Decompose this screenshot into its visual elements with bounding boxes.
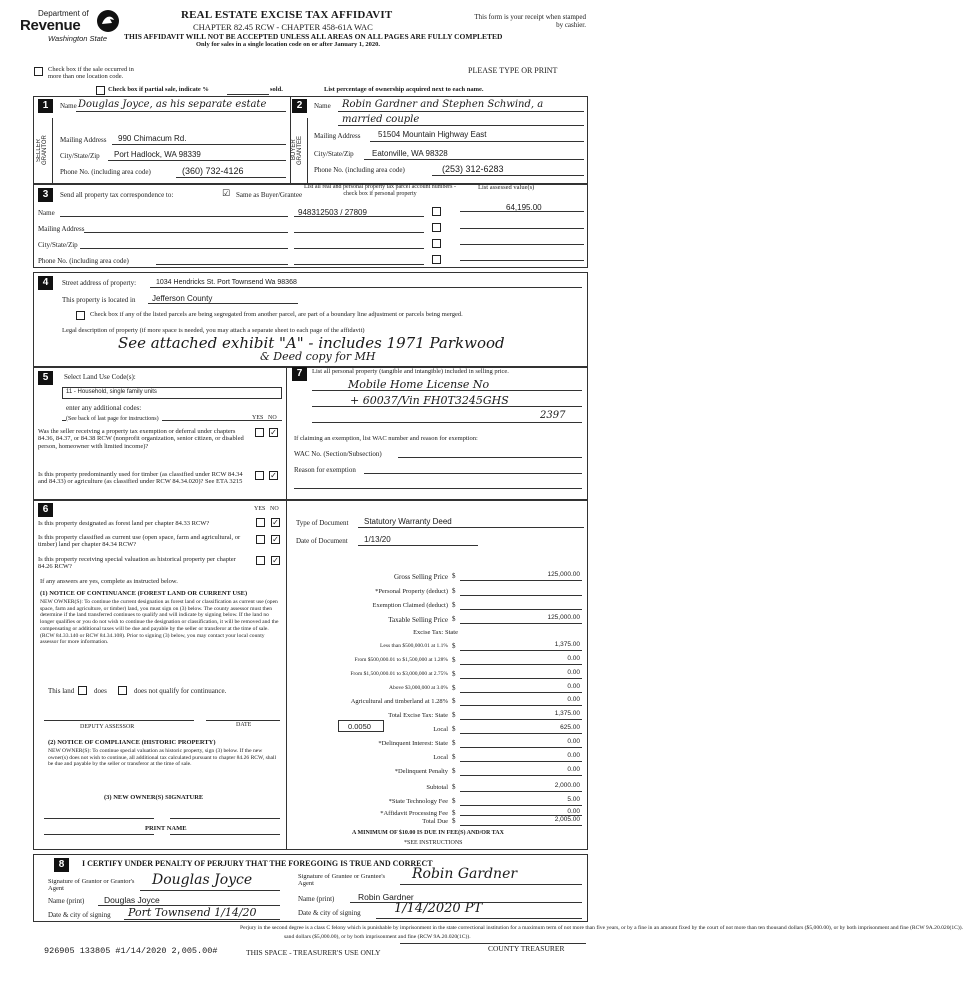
section-1-number: 1	[38, 99, 53, 113]
document-date-label: Date of Document	[296, 537, 348, 545]
notice-continuance-body: NEW OWNER(S): To continue the current designation as forest land or classification as current use (open space, farm and agriculture, or timber) land, you must sign on (3) below. The county assessor must then determine if the land transferred continues to qualify and will indicate by signing below. If the land no longer qualifies or you do not wish to continue the designation or classification, it will be removed and the compensating or additional taxes will be due and payable by the seller or transferor at the time of sale. (RCW 84.33.140 or RCW 84.34.108). Prior to signing (3) below, you may contact your local county assessor for more information.	[40, 599, 279, 646]
parcel-header: List all real and personal property tax parcel account numbers - check box if personal property	[304, 184, 456, 197]
grantor-print-name[interactable]: Douglas Joyce	[104, 895, 160, 905]
notice-compliance-title: (2) NOTICE OF COMPLIANCE (HISTORIC PROPERTY)	[48, 739, 216, 746]
type-print-note: PLEASE TYPE OR PRINT	[468, 66, 558, 75]
section-6-number: 6	[38, 503, 53, 517]
s6-question-3: Is this property receiving special valuation as historical property per chapter 84.26 RCW?	[38, 556, 236, 571]
tax-row-label: Exemption Claimed (deduct)	[372, 602, 448, 609]
tax-row-value[interactable]: 0.00	[567, 683, 580, 690]
exemption-label: If claiming an exemption, list WAC number and reason for exemption:	[294, 435, 478, 442]
grantor-print-label: Name (print)	[48, 897, 85, 905]
s6-question-1: Is this property designated as forest land per chapter 84.33 RCW?	[38, 520, 210, 527]
tax-row-label: Local	[433, 726, 448, 733]
wac-label: WAC No. (Section/Subsection)	[294, 450, 382, 458]
dollar-sign: $	[452, 670, 456, 678]
tax-row-value[interactable]: 0.00	[567, 752, 580, 759]
receipt-note: This form is your receipt when stamped by cashier.	[474, 13, 586, 30]
parcel-4-personal-checkbox[interactable]	[432, 255, 441, 264]
dollar-sign: $	[452, 797, 456, 805]
dept-label: Department of	[38, 9, 89, 18]
tax-row-value[interactable]: 0.00	[567, 738, 580, 745]
grantor-date-label: Date & city of signing	[48, 911, 111, 919]
buyer-phone[interactable]: (253) 312-6283	[442, 164, 504, 174]
located-label: This property is located in	[62, 296, 136, 304]
state-label: Washington State	[48, 34, 108, 43]
tax-row-label: From $500,000.01 to $1,500,000 at 1.28%	[354, 657, 448, 663]
buyer-name-line2[interactable]: married couple	[342, 114, 420, 125]
tax-row-value[interactable]: 5.00	[567, 796, 580, 803]
seller-city-label: City/State/Zip	[60, 152, 100, 160]
revenue-logo-icon	[96, 9, 120, 33]
section-4-number: 4	[38, 276, 53, 290]
seller-name[interactable]: Douglas Joyce, as his separate estate	[78, 99, 267, 110]
dollar-sign: $	[452, 767, 456, 775]
seller-mailing-label: Mailing Address	[60, 136, 107, 144]
personal-property-label: List all personal property (tangible and intangible) included in selling price.	[312, 368, 509, 375]
s6-q3-yes-checkbox[interactable]	[256, 556, 265, 565]
dollar-sign: $	[452, 809, 456, 817]
s6-q1-no-checkbox[interactable]: ✓	[272, 518, 279, 527]
notice-compliance-body: NEW OWNER(S): To continue special valuation as historic property, sign (3) below. If the new owner(s) does not wish to continue, all additional tax calculated pursuant to chapter 84.26 RCW, shall be due and payable by the seller or transferor at the time of sale.	[48, 748, 277, 768]
s5-question-2: Is this property predominantly used for timber (as classified under RCW 84.34 and 84.33) or agriculture (as classified under RCW 84.34.020)? See ETA 3215	[38, 471, 243, 486]
tax-row-label: Total Excise Tax: State	[388, 712, 448, 719]
dollar-sign: $	[452, 739, 456, 747]
tax-row-value[interactable]: 125,000.00	[547, 614, 580, 621]
s6-question-2: Is this property classified as current use (open space, farm and agricultural, or timber) land per chapter 84.34 RCW?	[38, 534, 241, 549]
s6-no-label: NO	[270, 506, 279, 512]
same-as-buyer-checkbox[interactable]: ☑	[222, 189, 231, 199]
buyer-name-label: Name	[314, 102, 331, 110]
tax-row-value[interactable]: 0.00	[567, 696, 580, 703]
exemption-reason-label: Reason for exemption	[294, 466, 356, 474]
notice-continuance-title: (1) NOTICE OF CONTINUANCE (FOREST LAND OR CURRENT USE)	[40, 590, 248, 597]
tax-row-value[interactable]: 1,375.00	[554, 710, 580, 717]
s6-q1-yes-checkbox[interactable]	[256, 518, 265, 527]
dollar-sign: $	[452, 783, 456, 791]
s5-yes-label: YES	[252, 415, 264, 421]
grantor-date-city[interactable]: Port Townsend 1/14/20	[128, 906, 257, 919]
s3-city-label: City/State/Zip	[38, 241, 78, 249]
street-address[interactable]: 1034 Hendricks St. Port Townsend Wa 98368	[156, 279, 297, 286]
personal-property-line1[interactable]: Mobile Home License No	[348, 378, 490, 391]
form-title: REAL ESTATE EXCISE TAX AFFIDAVIT	[181, 9, 393, 21]
dollar-sign: $	[452, 753, 456, 761]
dollar-sign: $	[452, 656, 456, 664]
dollar-sign: $	[452, 725, 456, 733]
s5-q1-no-checkbox[interactable]: ✓	[270, 428, 277, 437]
does-not-label: does not qualify for continuance.	[134, 687, 227, 695]
same-as-buyer-label: Same as Buyer/Grantee	[236, 191, 303, 199]
sold-label: sold.	[270, 86, 283, 93]
section-2-number: 2	[292, 99, 307, 113]
tax-row-label: Less than $500,000.01 at 1.1%	[380, 643, 448, 649]
seller-name-label: Name	[60, 102, 77, 110]
assessed-header: List assessed value(s)	[478, 184, 535, 191]
new-owner-signature-label: (3) NEW OWNER(S) SIGNATURE	[104, 794, 204, 801]
tax-row-label: Above $3,000,000 at 3.0%	[389, 685, 448, 691]
tax-row-value[interactable]: 0.00	[567, 655, 580, 662]
s5-q1-yes-checkbox[interactable]	[255, 428, 264, 437]
legal-description-label: Legal description of property (if more space is needed, you may attach a separate sheet to each page of the affidavit)	[62, 327, 365, 334]
dollar-sign: $	[452, 684, 456, 692]
dollar-sign: $	[452, 587, 456, 595]
dollar-sign: $	[452, 615, 456, 623]
tax-row-value[interactable]: 2,005.00	[554, 816, 580, 823]
personal-property-line2[interactable]: + 60037/Vin FH0T3245GHS	[350, 394, 509, 407]
grantee-print-label: Name (print)	[298, 895, 335, 903]
form-warning: THIS AFFIDAVIT WILL NOT BE ACCEPTED UNLESS ALL AREAS ON ALL PAGES ARE FULLY COMPLETED	[124, 32, 503, 41]
tax-row-label: *Personal Property (deduct)	[375, 588, 448, 595]
s5-no-label: NO	[268, 415, 277, 421]
grantee-signature-label: Signature of Grantee or Grantee's Agent	[298, 873, 386, 888]
grantee-print-name[interactable]: Robin Gardner	[358, 892, 414, 902]
parcel-number[interactable]: 948312503 / 27809	[298, 208, 367, 217]
tax-row-value[interactable]: 0.00	[567, 808, 580, 815]
dollar-sign: $	[452, 817, 456, 825]
seller-side-label: SELLER GRANTOR	[36, 135, 48, 165]
s6-yes-label: YES	[254, 506, 266, 512]
section-3-number: 3	[38, 188, 53, 202]
revenue-label: Revenue	[20, 17, 81, 34]
parcel-1-personal-checkbox[interactable]	[432, 207, 441, 216]
parcel-3-personal-checkbox[interactable]	[432, 239, 441, 248]
multi-location-checkbox[interactable]	[34, 67, 43, 76]
seller-phone-label: Phone No. (including area code)	[60, 168, 151, 176]
street-label: Street address of property:	[62, 279, 137, 287]
send-correspondence-label: Send all property tax correspondence to:	[60, 191, 174, 199]
tax-row-value[interactable]: 1,375.00	[554, 641, 580, 648]
buyer-name-line1[interactable]: Robin Gardner and Stephen Schwind, a	[342, 99, 544, 110]
dollar-sign: $	[452, 711, 456, 719]
tax-row-label: *Affidavit Processing Fee	[380, 810, 448, 817]
dollar-sign: $	[452, 697, 456, 705]
document-type-label: Type of Document	[296, 519, 349, 527]
single-location-note: Only for sales in a single location code on or after January 1, 2020.	[196, 41, 380, 48]
document-date[interactable]: 1/13/20	[364, 535, 391, 544]
legal-description-line2[interactable]: & Deed copy for MH	[260, 350, 376, 363]
seller-phone[interactable]: (360) 732-4126	[182, 166, 244, 176]
grantee-date-city[interactable]: 1/14/2020 PT	[394, 901, 483, 916]
buyer-city-label: City/State/Zip	[314, 150, 354, 158]
s6-q2-yes-checkbox[interactable]	[256, 535, 265, 544]
treasurer-use-label: THIS SPACE - TREASURER'S USE ONLY	[246, 948, 381, 957]
perjury-notice-line2: sand dollars ($5,000.00), or by both imprisonment and fine (RCW 9A.20.020(1C)).	[284, 934, 471, 940]
assessed-value[interactable]: 64,195.00	[506, 203, 542, 212]
segregated-checkbox[interactable]	[76, 311, 85, 320]
land-use-label: Select Land Use Code(s):	[64, 373, 136, 381]
s5-q2-yes-checkbox[interactable]	[255, 471, 264, 480]
dollar-sign: $	[452, 601, 456, 609]
see-back-note: (See back of last page for instructions)	[66, 416, 162, 422]
tax-row-value[interactable]: 125,000.00	[547, 571, 580, 578]
tax-row-label: *State Technology Fee	[388, 798, 448, 805]
this-land-label: This land	[48, 687, 75, 695]
segregated-label: Check box if any of the listed parcels are being segregated from another parcel, are part of a boundary line adjustment or parcels being merged.	[90, 311, 463, 318]
grantor-signature-label: Signature of Grantor or Grantor's Agent	[48, 878, 135, 893]
buyer-mailing-label: Mailing Address	[314, 132, 361, 140]
buyer-city[interactable]: Eatonville, WA 98328	[372, 149, 448, 158]
tax-row-label: Excise Tax: State	[413, 629, 458, 636]
seller-mailing[interactable]: 990 Chimacum Rd.	[118, 134, 187, 143]
receipt-stamp: 926905 133805 #1/14/2020 2,005.00#	[44, 946, 218, 956]
section-7-number: 7	[292, 367, 307, 381]
grantee-signature[interactable]: Robin Gardner	[412, 866, 518, 882]
multi-location-label: Check box if the sale occurred in more than one location code.	[48, 66, 134, 81]
grantee-date-label: Date & city of signing	[298, 909, 361, 917]
tax-row-label: Agricultural and timberland at 1.28%	[350, 698, 448, 705]
dollar-sign: $	[452, 572, 456, 580]
tax-row-label: Subtotal	[426, 784, 448, 791]
perjury-notice-line1: Perjury in the second degree is a class C felony which is punishable by imprisonment in the state correctional institution for a maximum term of not more than five years, or by a fine in an amount fixed by the court of not more than ten thousand dollars ($5,000.00), or by both imprisonment and fine (RCW 9A.20.020(1C)).	[240, 925, 963, 931]
s5-q2-no-checkbox[interactable]: ✓	[270, 471, 277, 480]
parcel-2-personal-checkbox[interactable]	[432, 223, 441, 232]
grantor-signature[interactable]: Douglas Joyce	[152, 872, 253, 888]
certify-statement: I CERTIFY UNDER PENALTY OF PERJURY THAT THE FOREGOING IS TRUE AND CORRECT	[82, 859, 433, 868]
s6-q2-no-checkbox[interactable]: ✓	[272, 535, 279, 544]
local-rate: 0.0050	[348, 722, 371, 731]
personal-property-line3[interactable]: 2397	[540, 410, 566, 421]
minimum-fee-note: A MINIMUM OF $10.00 IS DUE IN FEE(S) AND/OR TAX	[352, 830, 504, 836]
deputy-date-label: DATE	[236, 722, 252, 728]
s3-phone-label: Phone No. (including area code)	[38, 257, 129, 265]
tax-row-label: Total Due	[422, 818, 448, 825]
tax-row-label: From $1,500,000.01 to $3,000,000 at 2.75%	[350, 671, 448, 677]
document-type[interactable]: Statutory Warranty Deed	[364, 517, 452, 526]
tax-row-value[interactable]: 0.00	[567, 766, 580, 773]
section-8-number: 8	[54, 858, 69, 872]
buyer-phone-label: Phone No. (including area code)	[314, 166, 405, 174]
tax-row-label: Gross Selling Price	[393, 573, 448, 581]
print-name-label: PRINT NAME	[142, 825, 190, 832]
dollar-sign: $	[452, 642, 456, 650]
buyer-side-label: BUYER GRANTEE	[291, 135, 303, 165]
land-does-checkbox[interactable]	[78, 686, 87, 695]
tax-row-label: Local	[433, 754, 448, 761]
seller-city[interactable]: Port Hadlock, WA 98339	[114, 150, 201, 159]
section-5-number: 5	[38, 371, 53, 385]
s6-q3-no-checkbox[interactable]: ✓	[272, 556, 279, 565]
legal-description-line1[interactable]: See attached exhibit "A" - includes 1971 Parkwood	[118, 334, 505, 352]
tax-row-value[interactable]: 0.00	[567, 669, 580, 676]
does-label: does	[94, 687, 107, 695]
additional-codes-label: enter any additional codes:	[66, 404, 142, 412]
county-name[interactable]: Jefferson County	[152, 294, 213, 303]
tax-row-label: *Delinquent Interest: State	[378, 740, 448, 747]
form-chapter: CHAPTER 82.45 RCW - CHAPTER 458-61A WAC	[193, 22, 373, 32]
any-yes-note: If any answers are yes, complete as instructed below.	[40, 578, 178, 585]
land-use-value: 11 - Household, single family units	[66, 389, 157, 395]
land-does-not-checkbox[interactable]	[118, 686, 127, 695]
s3-mailing-label: Mailing Address	[38, 225, 85, 233]
s5-question-1: Was the seller receiving a property tax exemption or deferral under chapters 84.36, 84.37, or 84.38 RCW (nonprofit organization, senior citizen, or disabled person, homeowner with limited income)?	[38, 428, 244, 450]
tax-row-value[interactable]: 625.00	[560, 724, 580, 731]
tax-row-label: *Delinquent Penalty	[394, 768, 448, 775]
partial-sale-label: Check box if partial sale, indicate %	[108, 86, 209, 93]
deputy-assessor-label: DEPUTY ASSESSOR	[80, 724, 135, 730]
tax-row-label: Taxable Selling Price	[388, 616, 448, 624]
buyer-mailing[interactable]: 51504 Mountain Highway East	[378, 130, 487, 139]
partial-sale-checkbox[interactable]	[96, 86, 105, 95]
tax-row-value[interactable]: 2,000.00	[554, 782, 580, 789]
s3-name-label: Name	[38, 209, 55, 217]
list-percentage-label: List percentage of ownership acquired next to each name.	[324, 86, 484, 93]
see-instructions-note: *SEE INSTRUCTIONS	[404, 840, 463, 846]
county-treasurer-label: COUNTY TREASURER	[488, 944, 565, 953]
